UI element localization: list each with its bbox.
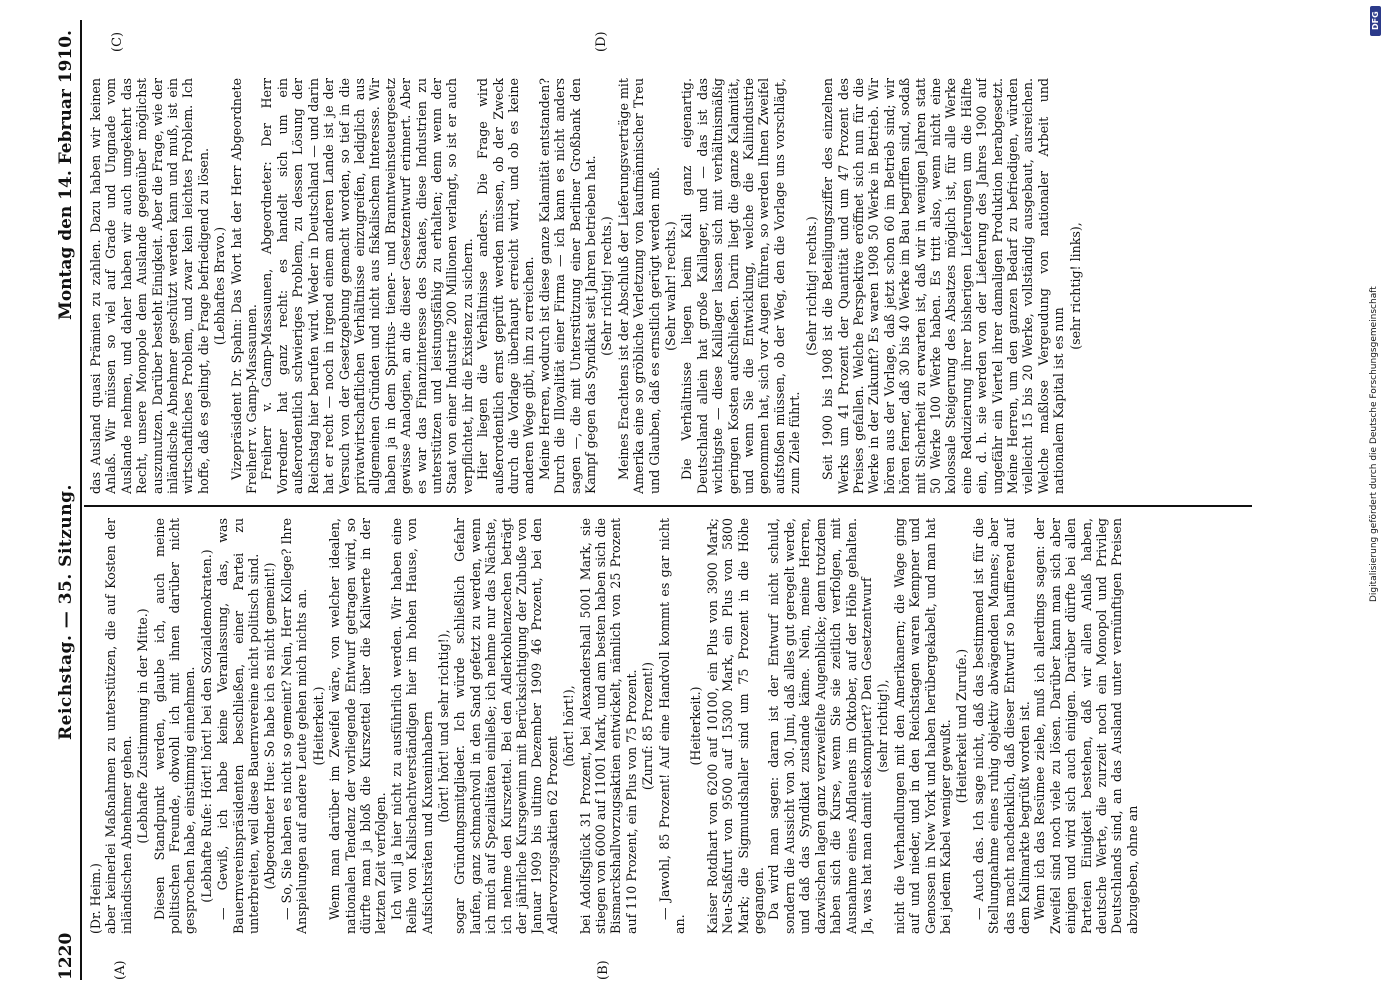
- interjection: (sehr richtig!),: [875, 679, 891, 773]
- paragraph: Hier liegen die Verhältnisse anders. Die Frage wird außerordentlich ernst geprüft werden müssen, ob der Zweck durch die Vorlage überhaupt erreicht wird, und ob es keine anderen Wege gibt, ihn zu erreichen.: [475, 78, 537, 494]
- interjection: (Sehr richtig! rechts.): [803, 216, 819, 356]
- interjection: (Zuruf: 85 Prozent!): [640, 661, 656, 791]
- paragraph: — Jawohl, 85 Prozent! Auf eine Handvoll kommt es gar nicht an.: [656, 518, 688, 934]
- margin-marker-d: (D): [594, 31, 609, 52]
- paragraph: Die Verhältnisse liegen beim Kali ganz eigenartig. Deutschland allein hat große Kalilager, und — das ist das wichtigste — diese Kalilager lassen sich mit verhältnismäßig geringen Kosten aufschließen. Darin liegt die ganze Kalamität, und wenn Sie die Entwicklung, welche die Kaliindustrie genommen hat, sich vor Augen führen, so werden Ihnen Zweifel aufstoßen müssen, ob der Weg, den die Vorlage uns vorschlägt, zum Ziele führt.: [679, 78, 803, 494]
- paragraph: Kaiser Rotdhart von 6200 auf 10100, ein Plus von 3900 Mark; Neu-Staßfurt von 9500 auf 15300 Mark, ein Plus von 5800 Mark; die Sigmundshaller sind um 75 Prozent in die Höhe gegangen.: [704, 518, 767, 934]
- paragraph: bei Adolfsglück 31 Prozent, bei Alexandershall 5001 Mark, sie stiegen von 6000 auf 11001 Mark, und am besten haben sich die Bismarckshallvorzugsaktien entwickelt, nämlich von 25 Prozent auf 110 Prozent, ein Plus von 75 Prozent.: [577, 518, 639, 934]
- paragraph: Freiherr v. Gamp-Massaunen, Abgeordneter: Der Herr Vorredner hat ganz recht: es handelt sich um ein außerordentlich schwieriges Problem, zu dessen Lösung der Reichstag hier berufen wird. Weder in Deutschland — und darin hat er recht — noch in irgend einem anderen Lande ist je der Versuch von der Gesetzgebung gemacht worden, so tief in die privatwirtschaftlichen Verhältnisse einzugreifen, lediglich aus allgemeinen Gründen und nicht aus fiskalischem Interesse. Wir haben ja in dem Spiritus- tiener- und Branntweinsteuergesetz gewisse Analogien, an die dieser Gesetzentwurf erinnert. Aber es war das Finanzinteresse des Staates, diese Industrien zu unterstützen und leistungsfähig zu erhalten; denn wenn der Staat von einer Industrie 200 Millionen verlangt, so ist er auch verpflichtet, ihr die Existenz zu sichern.: [259, 78, 475, 494]
- page-header: [50, 20, 82, 980]
- interjection: (hört! hört!),: [561, 685, 577, 767]
- interjection: (Lebhafte Rufe: Hört! hört! bei den Sozialdemokraten.): [198, 549, 214, 903]
- paragraph: Seit 1900 bis 1908 ist die Beteiligungsziffer des einzelnen Werks um 41 Prozent der Quantität und um 47 Prozent des Preises gefallen. Welche Perspektive eröffnet sich nun für die Werke in der Zukunft? Es waren 1908 50 Werke in Betrieb. Wir hören aus der Vorlage, daß jetzt schon 60 im Betrieb sind; wir hören ferner, daß 30 bis 40 Werke im Bau begriffen sind, sodaß mit Sicherheit zu erwarten ist, daß wir in wenigen Jahren statt 50 Werke 100 Werke haben. Es tritt also, wenn nicht eine kolossale Steigerung des Absatzes möglich ist, für alle Werke eine Reduzierung ihrer bisherigen Lieferungen um die Hälfte ein, d. h. sie werden von der Lieferung des Jahres 1900 auf ungefähr ein Viertel ihrer damaligen Produktion herabgesetzt. Meine Herren, um den ganzen Bedarf zu befriedigen, würden vielleicht 15 bis 20 Werke, vollständig ausgebaut, ausreichen. Welche maßlose Vergeudung von nationaler Arbeit und nationalem Kapital ist es nun: [820, 78, 1067, 494]
- right-column: [88, 78, 1252, 494]
- session-title: Reichstag. — 35. Sitzung.: [56, 484, 76, 740]
- interjection: (hört! hört! und sehr richtig!),: [435, 629, 451, 823]
- interjection: (Heiterkeit und Zurufe.): [954, 648, 970, 804]
- paragraph: — Auch das. Ich sage nicht, daß das bestimmend ist für die Stellungnahme eines ruhig objektiv abwägenden Mannes; aber das macht nachdenklich, daß dieser Entwurf so hauffierend auf dem Kalimarkte begrüßt worden ist.: [970, 518, 1032, 934]
- speaker-label: (Dr. Heim.): [88, 863, 103, 934]
- paragraph: sogar Gründungsmitglieder. Ich würde schließlich Gefahr laufen, ganz schmachvoll in den Sand gefetzt zu werden, wenn ich mich auf Spezialitäten einließe; ich nehme nur das Nächste, ich nehme den Kurszettel. Bei den Adlerkohlenzechen beträgt der jährliche Kursgewinn mit Berücksichtigung der Zubuße von Januar 1909 bis ultimo Dezember 1909 46 Prozent, bei den Adlervorzugsaktien 62 Prozent: [452, 518, 560, 934]
- interjection: (Sehr richtig! rechts.): [599, 216, 615, 356]
- paragraph: Da wird man sagen: daran ist der Entwurf nicht schuld, sondern die Aussicht von 30. Juni, daß alles gut geregelt werde, und daß das Syndikat zustande käme. Nein, meine Herren, dazwischen lagen ganz verzweifelte Augenblicke; denn trotzdem haben sich die Kurse, wenn Sie sie zeitlich verfolgen, mit Ausnahme eines Abflauens im Oktober, auf der Höhe gehalten. Ja, was hat man damit eskomptiert? Den Gesetzentwurf: [766, 518, 874, 934]
- interjection: (Heiterkeit.): [310, 686, 326, 766]
- paragraph: Ich will ja hier nicht zu ausführlich werden. Wir haben eine Reihe von Kalischachtverständigen hier im hohen Hause, von Aufsichtsräten und Kuxeninhabern: [388, 518, 435, 934]
- interjection: (Lebhaftes Bravo.): [212, 226, 228, 346]
- digitization-credit: Digitalisierung gefördert durch die Deutsche Forschungsgemeinschaft: [1369, 286, 1379, 602]
- column-divider: [84, 506, 1252, 508]
- paragraph: Meine Herren, wodurch ist diese ganze Kalamität entstanden? Durch die Illoyalität einer Firma — ich kann es nicht anders sagen —, die mit Unterstützung einer Berliner Großbank den Kampf gegen das Syndikat seit Jahren betrieben hat.: [536, 78, 598, 494]
- left-column: [88, 518, 1252, 934]
- paragraph: nicht die Verhandlungen mit den Amerikanern; die Wage ging auf und nieder, und in den Reichstagen waren Kempner und Genossen in New York und haben herübergekabelt, und man hat bei jedem Kabel weniger gewußt.: [891, 518, 953, 934]
- paragraph: das Ausland quasi Prämien zu zahlen. Dazu haben wir keinen Anlaß. Wir müssen so viel auf Grade und Ungnade vom Auslande nehmen, und daher haben wir auch umgekehrt das Recht, unsere Monopole dem Auslande gegenüber möglichst auszunutzen. Darüber besteht Einigkeit. Aber die Frage, wie der inländische Abnehmer geschützt werden kann und muß, ist ein wirtschaftliches Problem, und zwar kein leichtes Problem. Ich hoffe, daß es gelingt, die Frage befriedigend zu lösen.: [88, 78, 211, 494]
- paragraph: Wenn ich das Resümee ziehe, muß ich allerdings sagen: der Zweifel sind noch viele zu lösen. Darüber kann man sich aber einigen und wird sich auch einigen. Darüber dürfte bei allen Parteien Einigkeit bestehen, daß wir allen Anlaß haben, deutsche Werte, die zurzeit noch ein Monopol und Privileg Deutschlands sind, an das Ausland unter vernünftigen Preisen abzugeben, ohne an: [1032, 518, 1140, 934]
- paragraph: Wenn man darüber im Zweifel wäre, von welcher idealen, nationalen Tendenz der vorliegende Entwurf getragen wird, so dürfte man ja bloß die Kurszettel über die Kaliwerte in der letzten Zeit verfolgen.: [327, 518, 389, 934]
- dfg-logo: DFG: [1370, 6, 1381, 36]
- margin-marker-b: (B): [596, 960, 611, 980]
- paragraph: Meines Erachtens ist der Abschluß der Lieferungsverträge mit Amerika eine so gröbliche Verletzung von kaufmännischer Treu und Glauben, daß es ernstlich gerügt werden muß.: [615, 78, 662, 494]
- paragraph: Diesen Standpunkt werden, glaube ich, auch meine politischen Freunde, obwohl ich mit ihnen darüber nicht gesprochen habe, einstimmig einnehmen.: [151, 518, 198, 934]
- interjection: (Abgeordneter Hue: So habe ich es nicht gemeint!): [262, 562, 278, 890]
- interjection: (Lebhafte Zustimmung in der Mitte.): [135, 608, 151, 844]
- paragraph: — So, Sie haben es nicht so gemeint? Nein, Herr Kollege? Ihre Anspielungen auf andere Leute gehen mich nichts an.: [278, 518, 310, 934]
- paragraph: — Gewiß, ich habe keine Veranlassung, das, was Bauernvereinspräsidenten beschließen, einer Partei zu unterbreiten, weil diese Bauernvereine nicht politisch sind.: [215, 518, 262, 934]
- margin-marker-a: (A): [113, 960, 128, 980]
- margin-marker-c: (C): [110, 31, 125, 52]
- page-number: 1220: [56, 932, 76, 980]
- paragraph: aber keinerlei Maßnahmen zu unterstützen, die auf Kosten der inländischen Abnehmer gehen.: [103, 518, 134, 934]
- interjection: (sehr richtig! links),: [1067, 222, 1083, 350]
- interjection: (Sehr wahr! rechts.): [663, 221, 679, 351]
- session-date: Montag den 14. Februar 1910.: [56, 30, 76, 320]
- paragraph: Vizepräsident Dr. Spahn: Das Wort hat der Herr Abgeordnete Freiherr v. Gamp-Massaunen.: [228, 78, 260, 494]
- interjection: (Heiterkeit.): [688, 686, 704, 766]
